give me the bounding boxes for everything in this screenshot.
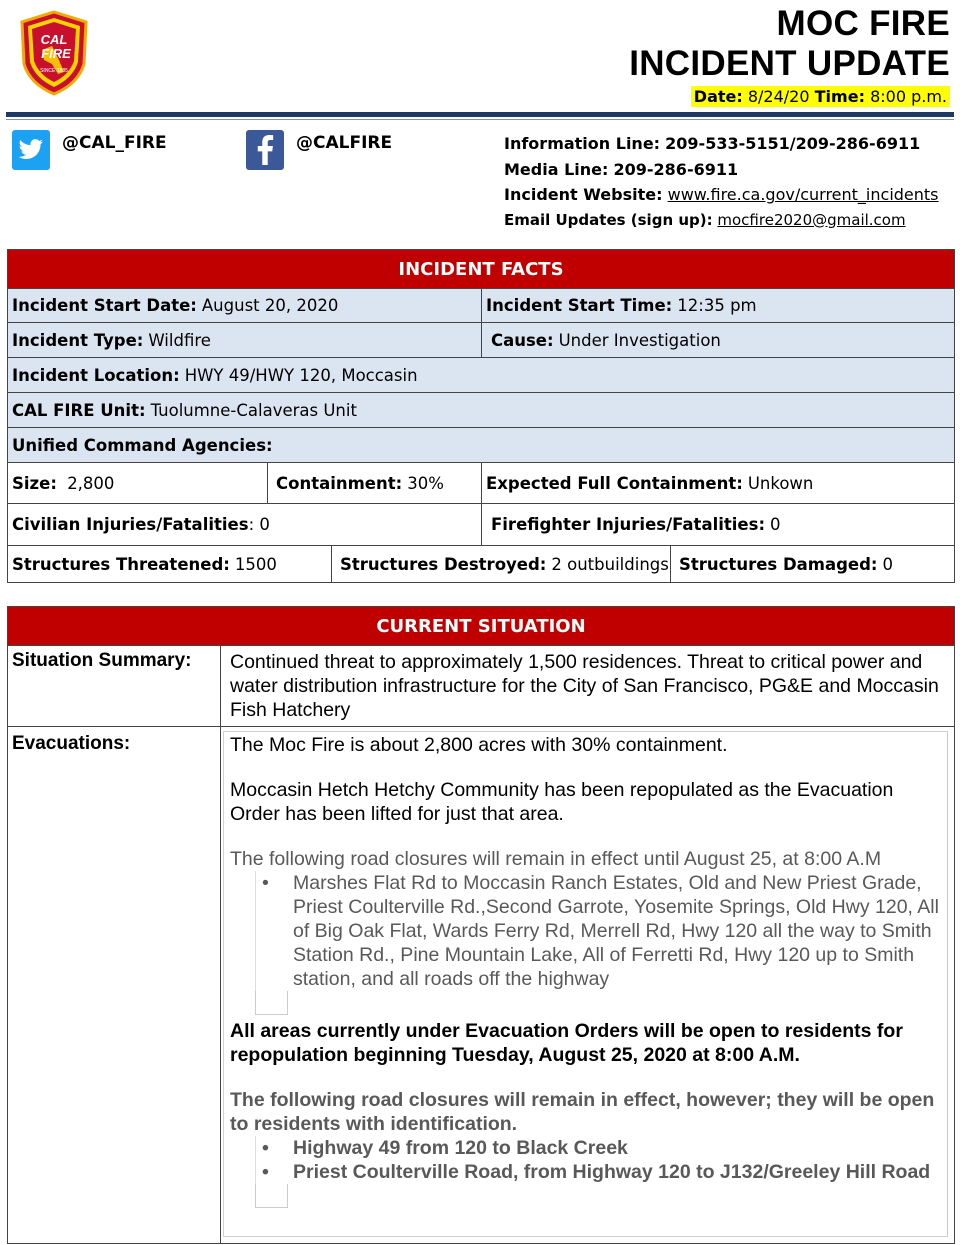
- incident-start-time: Incident Start Time: 12:35 pm: [481, 289, 954, 322]
- facebook-handle[interactable]: @CALFIRE: [296, 133, 393, 153]
- situation-summary-row: [8, 646, 954, 727]
- facts-row-structures: [8, 546, 954, 582]
- facts-row-unit: [8, 393, 954, 428]
- resident-closures-list: [255, 1136, 941, 1208]
- media-line: Media Line: 209-286-6911: [504, 159, 739, 179]
- page-subtitle: INCIDENT UPDATE: [629, 44, 950, 83]
- incident-type: Incident Type: Wildfire: [12, 330, 211, 350]
- svg-text:SINCE 1885: SINCE 1885: [40, 68, 68, 74]
- list-item: • Highway 49 from 120 to Black Creek: [256, 1136, 941, 1160]
- evac-status-text: The Moc Fire is about 2,800 acres with 30% containment.: [230, 734, 728, 756]
- structures-threatened: Structures Threatened: 1500: [12, 554, 277, 574]
- twitter-block[interactable]: [12, 130, 167, 170]
- unified-command-agencies: Unified Command Agencies:: [12, 435, 273, 455]
- facts-row-type: [8, 323, 954, 358]
- svg-text:FIRE: FIRE: [41, 46, 71, 61]
- incident-location: Incident Location: HWY 49/HWY 120, Moccasin: [12, 365, 418, 385]
- twitter-icon: [12, 130, 50, 170]
- evacuations-row: [8, 727, 954, 1243]
- evacuations-label: Evacuations:: [8, 727, 221, 1243]
- list-stub: [255, 991, 288, 1015]
- facts-row-agencies: [8, 428, 954, 463]
- structures-destroyed: Structures Destroyed: 2 outbuildings: [331, 546, 670, 582]
- incident-start-date: Incident Start Date: August 20, 2020: [12, 296, 339, 315]
- facts-row-injuries: [8, 504, 954, 546]
- civilian-injuries: Civilian Injuries/Fatalities : 0: [12, 515, 270, 534]
- structures-damaged: Structures Damaged: 0: [670, 546, 954, 582]
- facts-row-location: [8, 358, 954, 393]
- facebook-icon: [246, 130, 284, 170]
- page-title: MOC FIRE: [776, 4, 950, 43]
- incident-cause: Cause: Under Investigation: [481, 323, 954, 357]
- email-link[interactable]: mocfire2020@gmail.com: [717, 210, 906, 229]
- evac-orders-open-text: All areas currently under Evacuation Orders will be open to residents for repopulation beginning Tuesday, August 25, 2020 at 8:00 A.M.: [230, 1020, 903, 1066]
- date-time-banner: Date: 8/24/20 Time: 8:00 p.m.: [691, 86, 950, 107]
- facts-row-start: [8, 289, 954, 323]
- header-divider-thin: [6, 119, 954, 120]
- contact-info: [504, 131, 939, 233]
- evac-repopulation-text: Moccasin Hetch Hetchy Community has been repopulated as the Evacuation Order has been lifted for just that area.: [230, 779, 894, 825]
- incident-facts-heading: INCIDENT FACTS: [8, 250, 954, 289]
- svg-text:CAL: CAL: [40, 32, 68, 47]
- incident-website: Incident Website: www.fire.ca.gov/current_incidents: [504, 185, 939, 204]
- facebook-block[interactable]: [246, 130, 392, 170]
- header-divider: [6, 112, 954, 117]
- twitter-handle[interactable]: @CAL_FIRE: [62, 133, 167, 153]
- cal-fire-unit: CAL FIRE Unit: Tuolumne-Calaveras Unit: [12, 400, 357, 420]
- situation-summary-text: Continued threat to approximately 1,500 residences. Threat to critical power and water distribution infrastructure for the City of San Francisco, PG&E and Moccasin Fish Hatchery: [230, 651, 939, 721]
- evacuations-content: [221, 727, 954, 1243]
- containment: Containment: 30%: [267, 463, 481, 503]
- evac-closures-intro: The following road closures will remain in effect until August 25, at 8:00 A.M: [230, 848, 882, 870]
- cal-fire-logo: [18, 10, 90, 96]
- firefighter-injuries: Firefighter Injuries/Fatalities: 0: [481, 504, 954, 545]
- situation-summary-label: Situation Summary:: [8, 646, 221, 726]
- information-line: Information Line: 209-533-5151/209-286-6911: [504, 134, 921, 153]
- website-link[interactable]: www.fire.ca.gov/current_incidents: [667, 185, 939, 204]
- incident-facts-table: [7, 249, 955, 583]
- evacuations-box: [223, 731, 948, 1237]
- list-item: • Marshes Flat Rd to Moccasin Ranch Estates, Old and New Priest Grade, Priest Coulterville Rd.,Second Garrote, Yosemite Springs, Old Hwy 120, All of Big Oak Flat, Wards Ferry Rd, Merrell Rd, Hwy 120 all the way to Smith Station Rd., Pine Mountain Lake, All of Ferretti Rd, Hwy 120 up to Smith station, and all roads off the highway: [256, 871, 941, 991]
- email-updates: Email Updates (sign up): mocfire2020@gmail.com: [504, 210, 906, 229]
- title-block: [629, 4, 950, 107]
- fire-size: Size: 2,800: [12, 473, 115, 493]
- expected-full-containment: Expected Full Containment: Unkown: [481, 463, 954, 503]
- road-closures-list: [255, 871, 941, 1015]
- list-stub: [255, 1184, 288, 1208]
- current-situation-heading: CURRENT SITUATION: [8, 607, 954, 646]
- evac-resident-closures-intro: The following road closures will remain in effect, however; they will be open to residents with identification.: [230, 1089, 935, 1135]
- list-item: • Priest Coulterville Road, from Highway 120 to J132/Greeley Hill Road: [256, 1160, 941, 1184]
- current-situation-table: [7, 606, 955, 1244]
- facts-row-size: [8, 463, 954, 504]
